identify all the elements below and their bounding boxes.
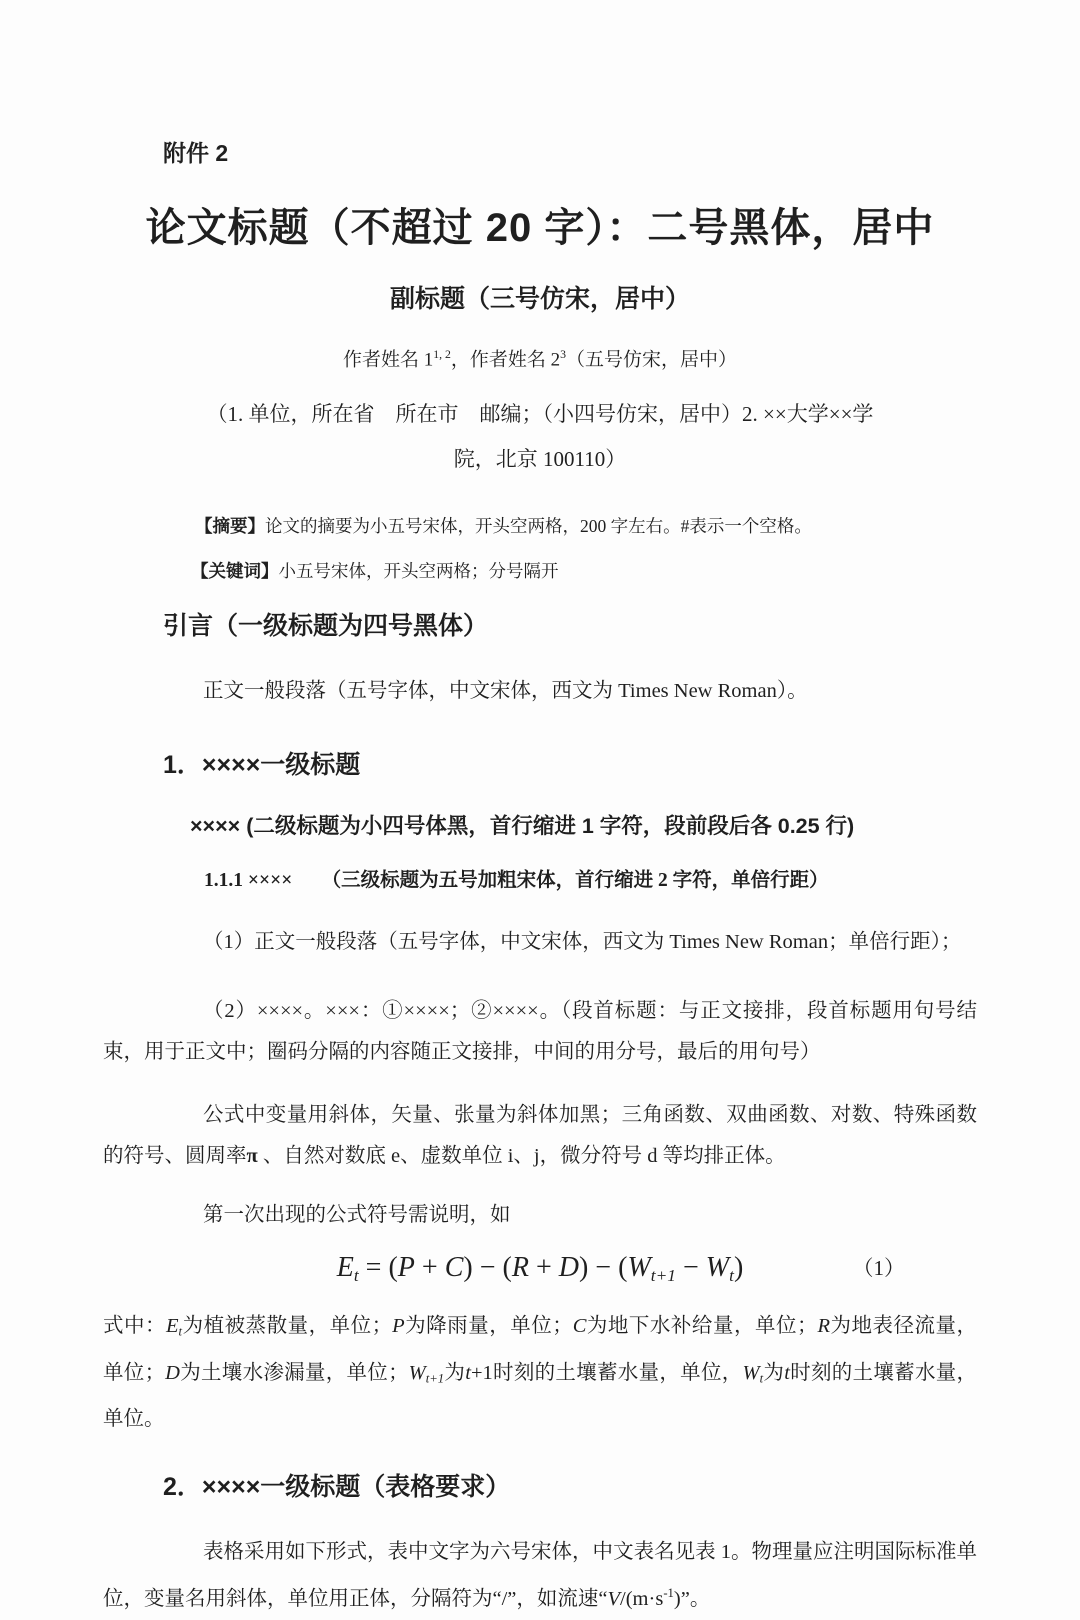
section-1-subheading: ×××× (二级标题为小四号体黑，首行缩进 1 字符，段前段后各 0.25 行) <box>190 814 855 839</box>
introduction-heading: 引言（一级标题为四号黑体） <box>163 612 489 641</box>
formula-lead-paragraph: 第一次出现的公式符号需说明，如 <box>203 1204 511 1227</box>
affiliation-line-1: （1. 单位，所在省 所在市 邮编；（小四号仿宋，居中）2. ××大学××学 <box>206 402 874 427</box>
keywords-text: 小五号宋体，开头空两格；分号隔开 <box>278 561 559 582</box>
abstract-text: 论文的摘要为小五号宋体，开头空两格，200 字左右。#表示一个空格。 <box>265 516 812 537</box>
author-1-superscript: 1, 2 <box>433 348 451 361</box>
keywords-label: 【关键词】 <box>191 561 279 582</box>
formula-rules-paragraph: 公式中变量用斜体，矢量、张量为斜体加黑；三角函数、双曲函数、对数、特殊函数的符号、圆周率π 、自然对数底 e、虚数单位 i、j，微分符号 d 等均排正体。 <box>103 1104 977 1168</box>
author-separator: ， <box>450 349 470 371</box>
section-1-1-1-heading: 1.1.1 ×××× （三级标题为五号加粗宋体，首行缩进 2 字符，单倍行距） <box>204 870 829 892</box>
list-item-2: （2）××××。×××：①××××；②××××。（段首标题：与正文接排，段首标题用句号结束，用于正文中；圈码分隔的内容随正文接排，中间的用分号，最后的用句号） <box>103 1000 977 1064</box>
equation-number: （1） <box>852 1256 905 1281</box>
abstract-label: 【摘要】 <box>195 516 265 537</box>
affiliation-block <box>103 392 977 482</box>
abstract-paragraph <box>195 514 977 538</box>
author-note: （五号仿宋，居中） <box>566 349 738 371</box>
equation-body: Et = (P + C) − (R + D) − (Wt+1 − Wt) <box>336 1252 744 1286</box>
affiliation-line-2: 院，北京 100110） <box>453 447 627 472</box>
list-item-1: （1）正文一般段落（五号字体，中文宋体，西文为 Times New Roman；单倍行距）； <box>203 931 962 954</box>
keywords-paragraph <box>191 559 977 583</box>
equation-block <box>103 1246 977 1298</box>
paper-subtitle: 副标题（三号仿宋，居中） <box>389 286 690 313</box>
paper-title: 论文标题（不超过 20 字）：二号黑体，居中 <box>145 206 935 250</box>
author-name-2: 作者姓名 2 <box>469 349 561 371</box>
author-2-superscript: 3 <box>560 348 567 361</box>
attachment-label: 附件 2 <box>163 140 229 166</box>
table-requirements-paragraph: 表格采用如下形式，表中文字为六号宋体，中文表名见表 1。物理量应注明国际标准单位，变量名用斜体，单位用正体，分隔符为“/”，如流速“$V/(m\cdot s^{-1})$”。 <box>103 1541 977 1611</box>
section-2-heading: 2．××××一级标题（表格要求） <box>163 1473 511 1502</box>
section-1-heading: 1．××××一级标题 <box>163 751 361 780</box>
introduction-paragraph: 正文一般段落（五号字体，中文宋体，西文为 Times New Roman）。 <box>203 680 808 703</box>
symbol-explanation-paragraph: 式中：Et为植被蒸散量，单位；P为降雨量，单位；C为地下水补给量，单位；R为地表径流量，单位；D为土壤水渗漏量，单位；Wt+1为t+1时刻的土壤蓄水量，单位，Wt为t时刻的土壤蓄水量，单位。 <box>103 1315 978 1431</box>
author-name-1: 作者姓名 1 <box>342 349 434 371</box>
author-line <box>103 342 977 373</box>
